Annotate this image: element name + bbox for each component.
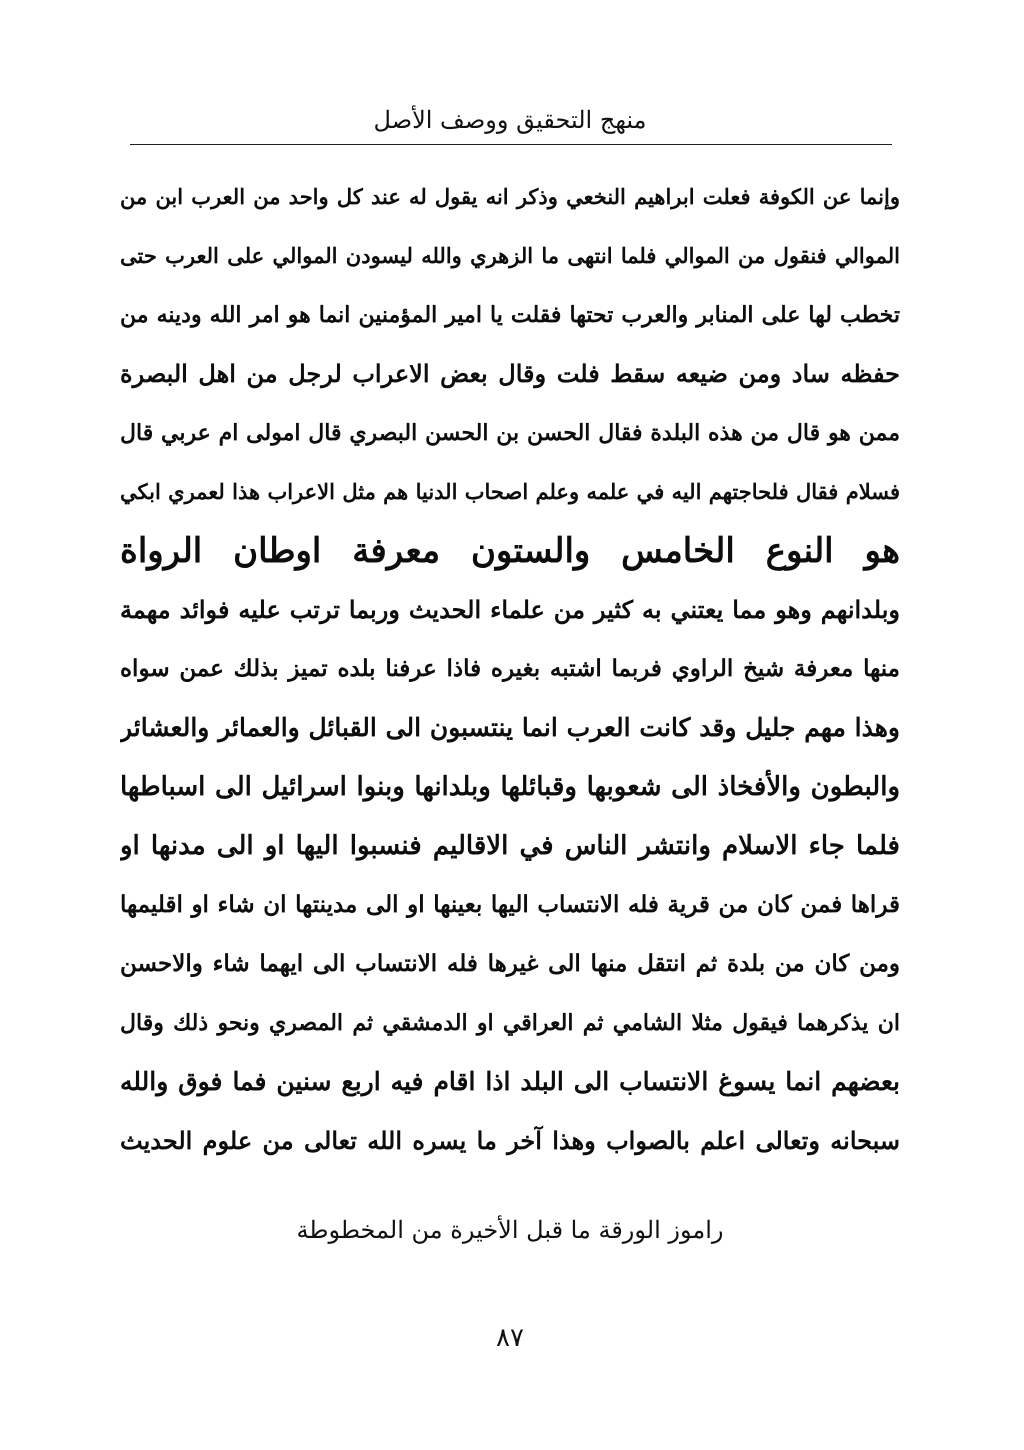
- manuscript-line: حفظه ساد ومن ضيعه سقط فلت وقال بعض الاعراب لرجل من اهل البصرة: [120, 359, 900, 388]
- manuscript-line: ممن هو قال من هذه البلدة فقال الحسن بن الحسن البصري قال امولى ام عربي قال: [120, 420, 900, 446]
- page-number: ٨٧: [496, 1323, 524, 1353]
- header-rule: [130, 144, 892, 145]
- manuscript-line: قراها فمن كان من قرية فله الانتساب اليها بعينها او الى مدينتها ان شاء او اقليمها: [120, 891, 900, 918]
- manuscript-line: فسلام فقال فلحاجتهم اليه في علمه وعلم اصحاب الدنيا هم مثل الاعراب هذا لعمري ابكي: [120, 479, 900, 504]
- figure-caption: راموز الورقة ما قبل الأخيرة من المخطوطة: [296, 1216, 724, 1244]
- manuscript-line: الموالي فنقول من الموالي فلما انتهى ما الزهري والله ليسودن الموالي على العرب حتى: [120, 243, 900, 268]
- manuscript-line: سبحانه وتعالى اعلم بالصواب وهذا آخر ما يسره الله تعالى من علوم الحديث: [120, 1126, 900, 1155]
- manuscript-line: فلما جاء الاسلام وانتشر الناس في الاقاليم فنسبوا اليها او الى مدنها او: [120, 831, 900, 861]
- manuscript-line: ان يذكرهما فيقول مثلا الشامي ثم العراقي او الدمشقي ثم المصري ونحو ذلك وقال: [120, 1010, 900, 1036]
- manuscript-line: وبلدانهم وهو مما يعتني به كثير من علماء الحديث وربما ترتب عليه فوائد مهمة: [120, 595, 900, 624]
- manuscript-line: وإنما عن الكوفة فعلت ابراهيم النخعي وذكر انه يقول له عند كل واحد من العرب ابن من: [120, 184, 900, 209]
- manuscript-line: والبطون والأفخاذ الى شعوبها وقبائلها وبلدانها وبنوا اسرائيل الى اسباطها: [120, 772, 900, 802]
- running-head: منهج التحقيق ووصف الأصل: [373, 106, 647, 134]
- manuscript-line: وهذا مهم جليل وقد كانت العرب انما ينتسبون الى القبائل والعمائر والعشائر: [120, 713, 900, 742]
- manuscript-section-heading: هو النوع الخامس والستون معرفة اوطان الرواة: [120, 531, 900, 571]
- manuscript-facsimile: [120, 168, 900, 1178]
- manuscript-line: منها معرفة شيخ الراوي فربما اشتبه بغيره فاذا عرفنا بلده تميز بذلك عمن سواه: [120, 655, 900, 682]
- manuscript-line: تخطب لها على المنابر والعرب تحتها فقلت يا امير المؤمنين انما هو امر الله ودينه من: [120, 302, 900, 328]
- manuscript-line: بعضهم انما يسوغ الانتساب الى البلد اذا اقام فيه اربع سنين فما فوق والله: [120, 1067, 900, 1096]
- manuscript-line: ومن كان من بلدة ثم انتقل منها الى غيرها فله الانتساب الى ايهما شاء والاحسن: [120, 950, 900, 977]
